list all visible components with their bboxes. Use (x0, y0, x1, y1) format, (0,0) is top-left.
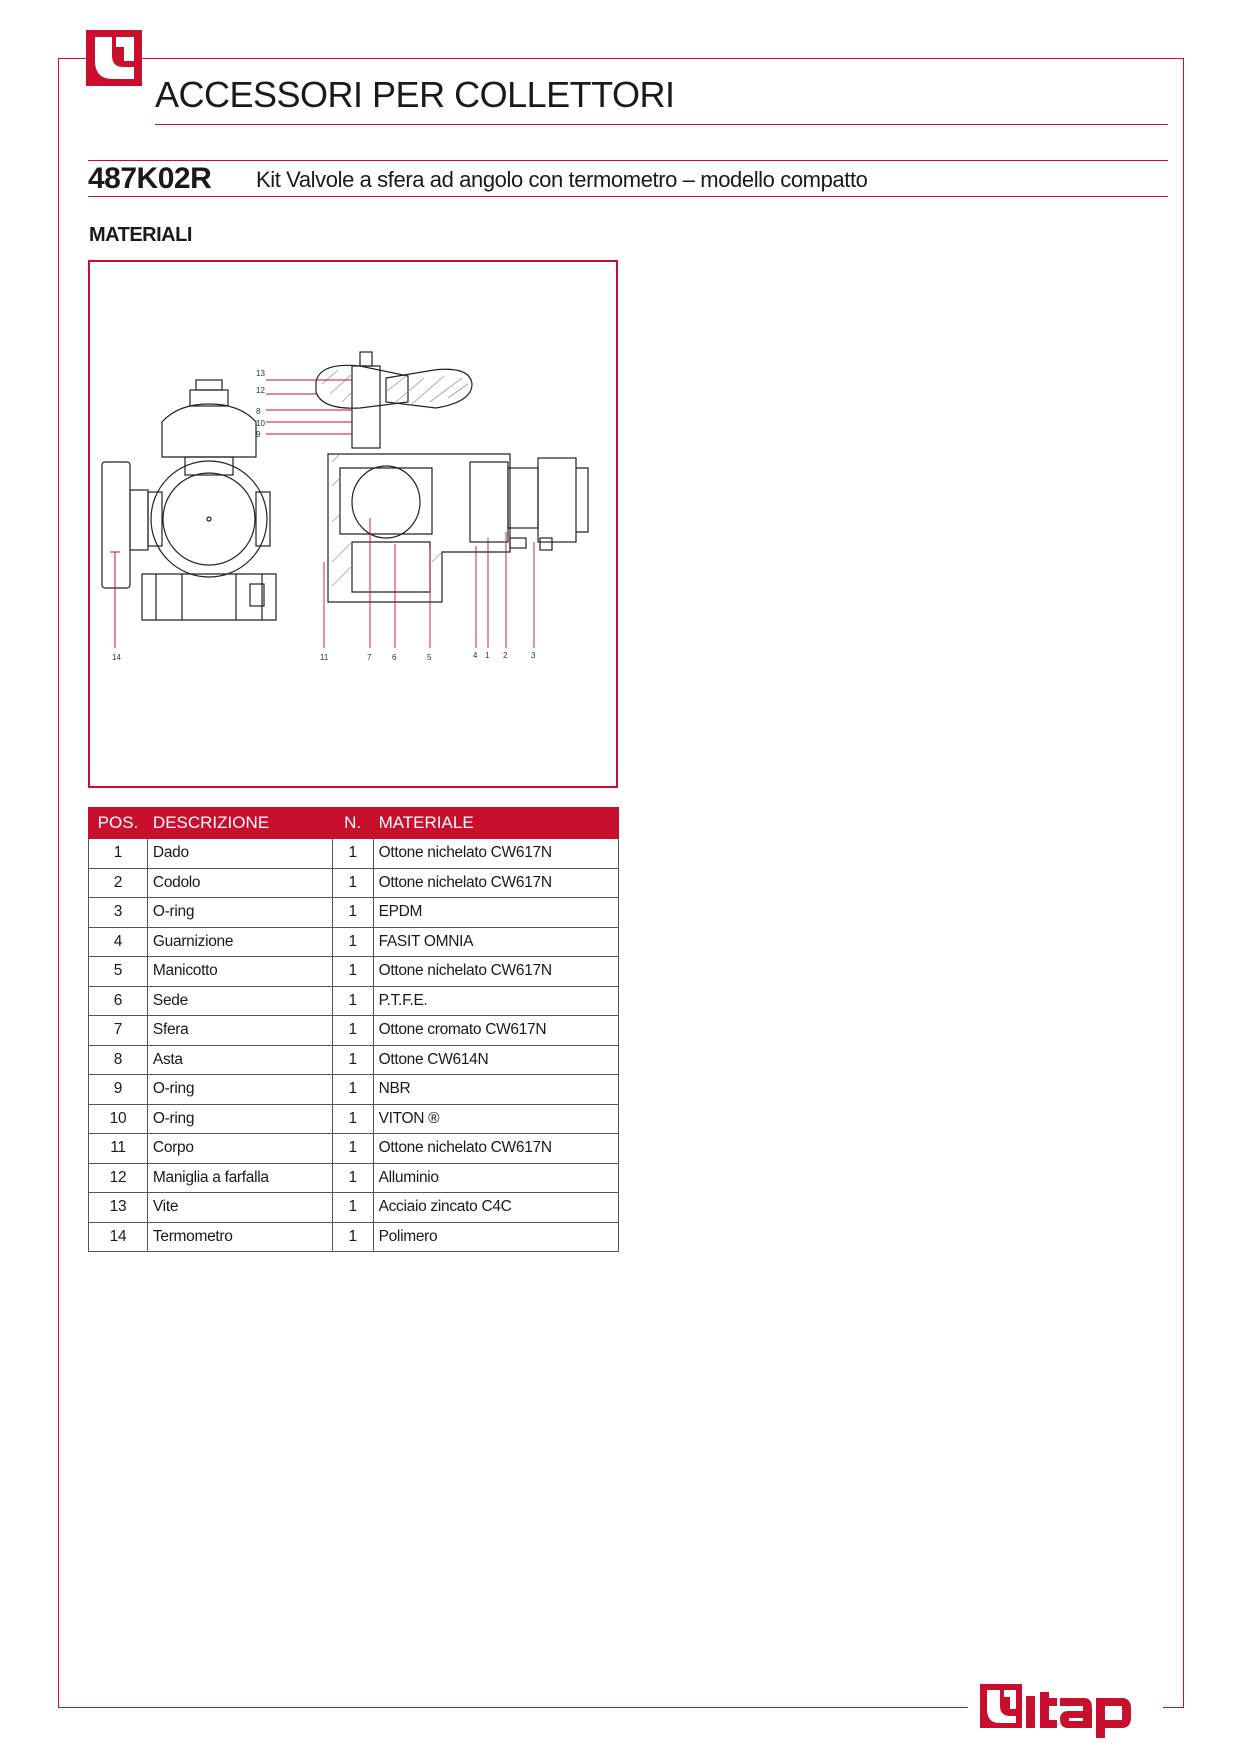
page-frame-right (1183, 58, 1184, 1708)
product-rule-bottom (88, 196, 1168, 197)
cell-description: Asta (147, 1045, 332, 1075)
nut-front (142, 574, 276, 620)
cell-pos: 2 (89, 868, 148, 898)
table-row (89, 868, 619, 898)
product-code: 487K02R (88, 162, 212, 195)
page-frame-bottom (58, 1707, 968, 1708)
cell-material: Ottone nichelato CW617N (373, 868, 618, 898)
cell-material: Alluminio (373, 1163, 618, 1193)
cell-pos: 7 (89, 1016, 148, 1046)
technical-drawing (88, 260, 618, 788)
cell-qty: 1 (332, 1193, 373, 1223)
cell-description: Termometro (147, 1222, 332, 1252)
callout-10: 10 (256, 419, 265, 428)
cell-qty: 1 (332, 1075, 373, 1105)
cell-description: Codolo (147, 868, 332, 898)
cell-pos: 11 (89, 1134, 148, 1164)
cell-description: Maniglia a farfalla (147, 1163, 332, 1193)
cell-pos: 9 (89, 1075, 148, 1105)
table-row (89, 1045, 619, 1075)
cell-material: Ottone cromato CW617N (373, 1016, 618, 1046)
cell-pos: 3 (89, 898, 148, 928)
cell-qty: 1 (332, 868, 373, 898)
cell-material: FASIT OMNIA (373, 927, 618, 957)
cell-material: Ottone CW614N (373, 1045, 618, 1075)
callout-11: 11 (320, 653, 329, 662)
cell-material: Acciaio zincato C4C (373, 1193, 618, 1223)
callout-5: 5 (427, 653, 432, 662)
callout-14: 14 (112, 653, 121, 662)
table-row (89, 1222, 619, 1252)
body-section (328, 454, 510, 602)
table-row (89, 986, 619, 1016)
page-frame-left (58, 58, 59, 1708)
cell-description: Corpo (147, 1134, 332, 1164)
cell-description: Sfera (147, 1016, 332, 1046)
cell-qty: 1 (332, 1016, 373, 1046)
cell-qty: 1 (332, 898, 373, 928)
cell-pos: 10 (89, 1104, 148, 1134)
callout-1: 1 (485, 651, 490, 660)
cell-qty: 1 (332, 1222, 373, 1252)
cell-description: O-ring (147, 1075, 332, 1105)
table-row (89, 1075, 619, 1105)
handle-front (162, 404, 256, 457)
cell-pos: 12 (89, 1163, 148, 1193)
cell-description: Dado (147, 839, 332, 869)
itap-logo (980, 1676, 1156, 1745)
cell-pos: 13 (89, 1193, 148, 1223)
cell-material: EPDM (373, 898, 618, 928)
col-header-pos: POS. (89, 808, 148, 839)
cell-material: P.T.F.E. (373, 986, 618, 1016)
cell-qty: 1 (332, 1104, 373, 1134)
cell-description: O-ring (147, 1104, 332, 1134)
callout-6: 6 (392, 653, 397, 662)
callout-8: 8 (256, 407, 261, 416)
cell-description: Manicotto (147, 957, 332, 987)
materials-table (88, 807, 619, 1252)
cell-material: NBR (373, 1075, 618, 1105)
table-row (89, 1016, 619, 1046)
table-row (89, 927, 619, 957)
callout-7: 7 (367, 653, 372, 662)
table-row (89, 839, 619, 869)
callout-13: 13 (256, 369, 265, 378)
cell-material: Ottone nichelato CW617N (373, 839, 618, 869)
callout-4: 4 (473, 651, 478, 660)
page-frame-bottom-end (1163, 1707, 1184, 1708)
cell-qty: 1 (332, 1163, 373, 1193)
col-header-description: DESCRIZIONE (147, 808, 332, 839)
cell-pos: 14 (89, 1222, 148, 1252)
cell-qty: 1 (332, 986, 373, 1016)
cell-material: Polimero (373, 1222, 618, 1252)
valve-body-front (151, 461, 267, 577)
header-rule (155, 124, 1168, 125)
product-description: Kit Valvole a sfera ad angolo con termometro – modello compatto (256, 167, 868, 192)
cell-qty: 1 (332, 1134, 373, 1164)
table-row (89, 1163, 619, 1193)
cell-description: Sede (147, 986, 332, 1016)
header-logo-icon (86, 30, 142, 86)
callout-12: 12 (256, 386, 265, 395)
cell-description: Guarnizione (147, 927, 332, 957)
cell-material: Ottone nichelato CW617N (373, 1134, 618, 1164)
table-row (89, 957, 619, 987)
cell-pos: 6 (89, 986, 148, 1016)
nut-section (538, 458, 576, 542)
valve-drawing-svg (90, 262, 616, 786)
col-header-material: MATERIALE (373, 808, 618, 839)
thermometer-body (102, 462, 130, 588)
page-frame-top (58, 58, 1183, 59)
cell-qty: 1 (332, 927, 373, 957)
callout-3: 3 (531, 651, 536, 660)
cell-pos: 4 (89, 927, 148, 957)
callout-9: 9 (256, 430, 261, 439)
cell-description: O-ring (147, 898, 332, 928)
table-row (89, 898, 619, 928)
ball-section (352, 466, 420, 538)
table-row (89, 1193, 619, 1223)
cell-qty: 1 (332, 1045, 373, 1075)
table-row (89, 1134, 619, 1164)
cell-material: VITON ® (373, 1104, 618, 1134)
callout-2: 2 (503, 651, 508, 660)
cell-description: Vite (147, 1193, 332, 1223)
cell-qty: 1 (332, 957, 373, 987)
butterfly-handle-left (316, 365, 408, 408)
cell-pos: 5 (89, 957, 148, 987)
table-row (89, 1104, 619, 1134)
col-header-qty: N. (332, 808, 373, 839)
product-rule-top (88, 160, 1168, 161)
page-title: ACCESSORI PER COLLETTORI (155, 74, 675, 115)
cell-material: Ottone nichelato CW617N (373, 957, 618, 987)
table-header-row (89, 808, 619, 839)
cell-pos: 1 (89, 839, 148, 869)
section-title: MATERIALI (89, 224, 192, 246)
cell-pos: 8 (89, 1045, 148, 1075)
cell-qty: 1 (332, 839, 373, 869)
